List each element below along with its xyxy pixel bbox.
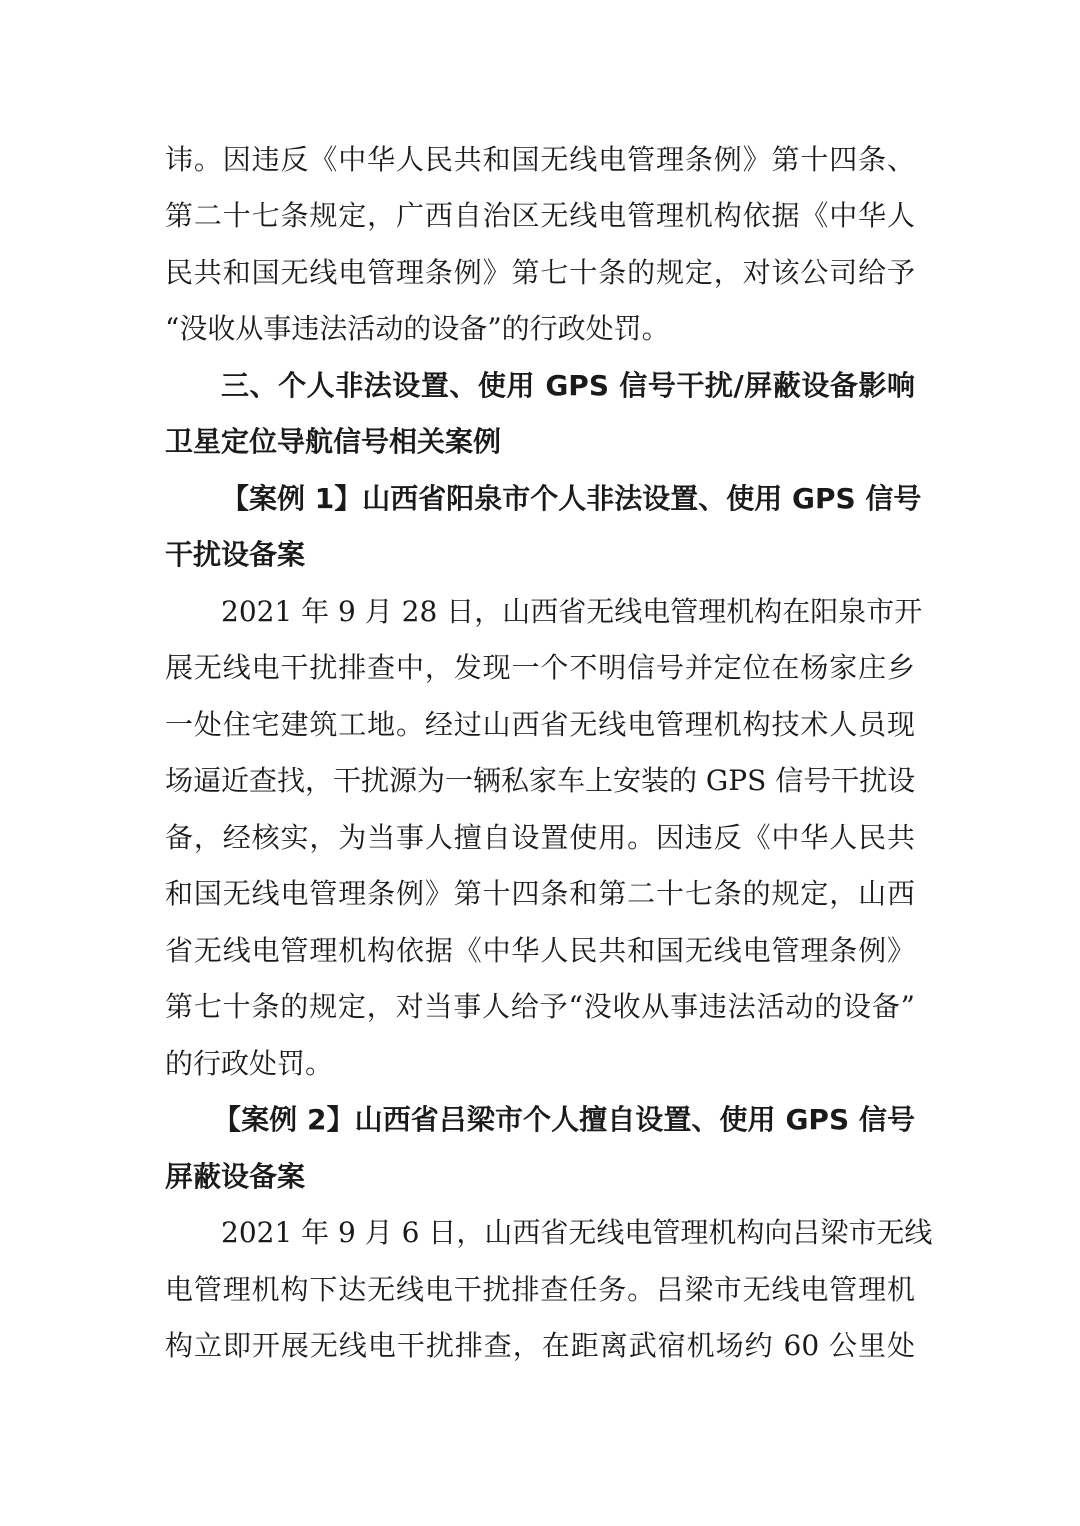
paragraph-line: 省无线电管理机构依据《中华人民共和国无线电管理条例》 — [165, 934, 915, 967]
section-heading: 三、个人非法设置、使用 GPS 信号干扰/屏蔽设备影响 — [221, 369, 915, 402]
case-heading: 【案例 2】山西省吕梁市个人擅自设置、使用 GPS 信号 — [213, 1103, 915, 1136]
case-heading: 干扰设备案 — [165, 538, 306, 571]
paragraph-line: 第二十七条规定，广西自治区无线电管理机构依据《中华人 — [165, 199, 915, 232]
paragraph-line: 场逼近查找，干扰源为一辆私家车上安装的 GPS 信号干扰设 — [165, 764, 916, 797]
case-heading: 屏蔽设备案 — [165, 1160, 306, 1193]
section-heading: 卫星定位导航信号相关案例 — [165, 425, 502, 458]
paragraph-line: “没收从事违法活动的设备”的行政处罚。 — [165, 312, 670, 345]
paragraph-line: 讳。因违反《中华人民共和国无线电管理条例》第十四条、 — [165, 143, 915, 176]
paragraph-line: 民共和国无线电管理条例》第七十条的规定，对该公司给予 — [165, 256, 915, 289]
paragraph-line: 第七十条的规定，对当事人给予“没收从事违法活动的设备” — [165, 990, 915, 1023]
paragraph-line: 展无线电干扰排查中，发现一个不明信号并定位在杨家庄乡 — [165, 651, 915, 684]
paragraph-line: 一处住宅建筑工地。经过山西省无线电管理机构技术人员现 — [165, 708, 915, 741]
paragraph-line: 备，经核实，为当事人擅自设置使用。因违反《中华人民共 — [165, 821, 915, 854]
paragraph-line: 的行政处罚。 — [165, 1047, 334, 1080]
paragraph-line: 2021 年 9 月 28 日，山西省无线电管理机构在阳泉市开 — [221, 595, 923, 628]
paragraph-line: 2021 年 9 月 6 日，山西省无线电管理机构向吕梁市无线 — [221, 1216, 933, 1249]
paragraph-line: 电管理机构下达无线电干扰排查任务。吕梁市无线电管理机 — [165, 1273, 915, 1306]
paragraph-line: 和国无线电管理条例》第十四条和第二十七条的规定，山西 — [165, 877, 915, 910]
case-heading: 【案例 1】山西省阳泉市个人非法设置、使用 GPS 信号 — [221, 482, 922, 515]
paragraph-line: 构立即开展无线电干扰排查，在距离武宿机场约 60 公里处 — [165, 1329, 915, 1362]
